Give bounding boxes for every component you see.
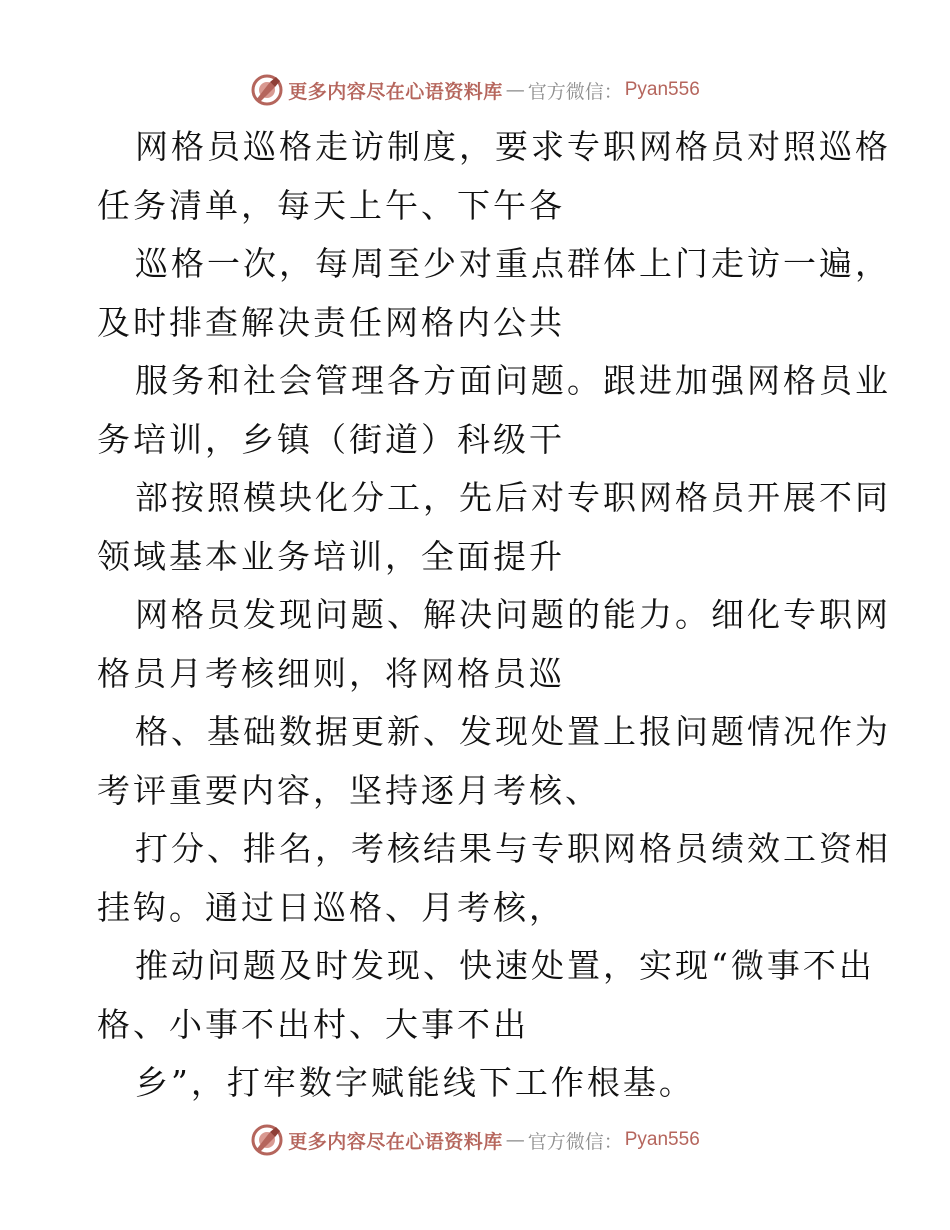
body-line-17: 乡”，打牢数字赋能线下工作根基。 — [135, 1063, 695, 1102]
pen-nib-logo-icon — [250, 73, 284, 107]
body-line-3: 巡格一次，每周至少对重点群体上门走访一遍， — [135, 244, 891, 283]
body-line-12: 考评重要内容，坚持逐月考核、 — [97, 770, 601, 810]
document-body — [97, 118, 891, 1113]
body-line-14: 挂钩。通过日巡格、月考核， — [97, 887, 565, 927]
footer-wechat-label: 官方微信： — [527, 1130, 623, 1153]
body-line-9: 网格员发现问题、解决问题的能力。细化专职网 — [135, 595, 891, 634]
footer-separator: — — [505, 1129, 525, 1151]
header-brand-text: 更多内容尽在心语资料库 — [288, 80, 503, 103]
pen-nib-logo-icon — [250, 1123, 284, 1157]
body-line-10: 格员月考核细则，将网格员巡 — [97, 653, 565, 693]
header-banner — [0, 70, 950, 110]
body-line-1: 网格员巡格走访制度，要求专职网格员对照巡格 — [135, 127, 891, 166]
body-line-4: 及时排查解决责任网格内公共 — [97, 302, 565, 342]
body-line-15: 推动问题及时发现、快速处置，实现“微事不出 — [135, 946, 875, 985]
body-line-5: 服务和社会管理各方面问题。跟进加强网格员业 — [135, 361, 891, 400]
footer-banner — [0, 1120, 950, 1160]
body-line-11: 格、基础数据更新、发现处置上报问题情况作为 — [135, 712, 891, 751]
body-line-2: 任务清单，每天上午、下午各 — [97, 185, 565, 225]
body-line-7: 部按照模块化分工，先后对专职网格员开展不同 — [135, 478, 891, 517]
header-wechat-label: 官方微信： — [527, 80, 623, 103]
footer-wechat-id: Pyan556 — [624, 1129, 700, 1150]
body-line-8: 领域基本业务培训，全面提升 — [97, 536, 565, 576]
footer-brand-text: 更多内容尽在心语资料库 — [288, 1130, 503, 1153]
header-separator: — — [505, 79, 525, 101]
body-line-13: 打分、排名，考核结果与专职网格员绩效工资相 — [135, 829, 891, 868]
body-line-6: 务培训，乡镇（街道）科级干 — [97, 419, 565, 459]
header-wechat-id: Pyan556 — [624, 79, 700, 100]
body-line-16: 格、小事不出村、大事不出 — [97, 1004, 529, 1044]
